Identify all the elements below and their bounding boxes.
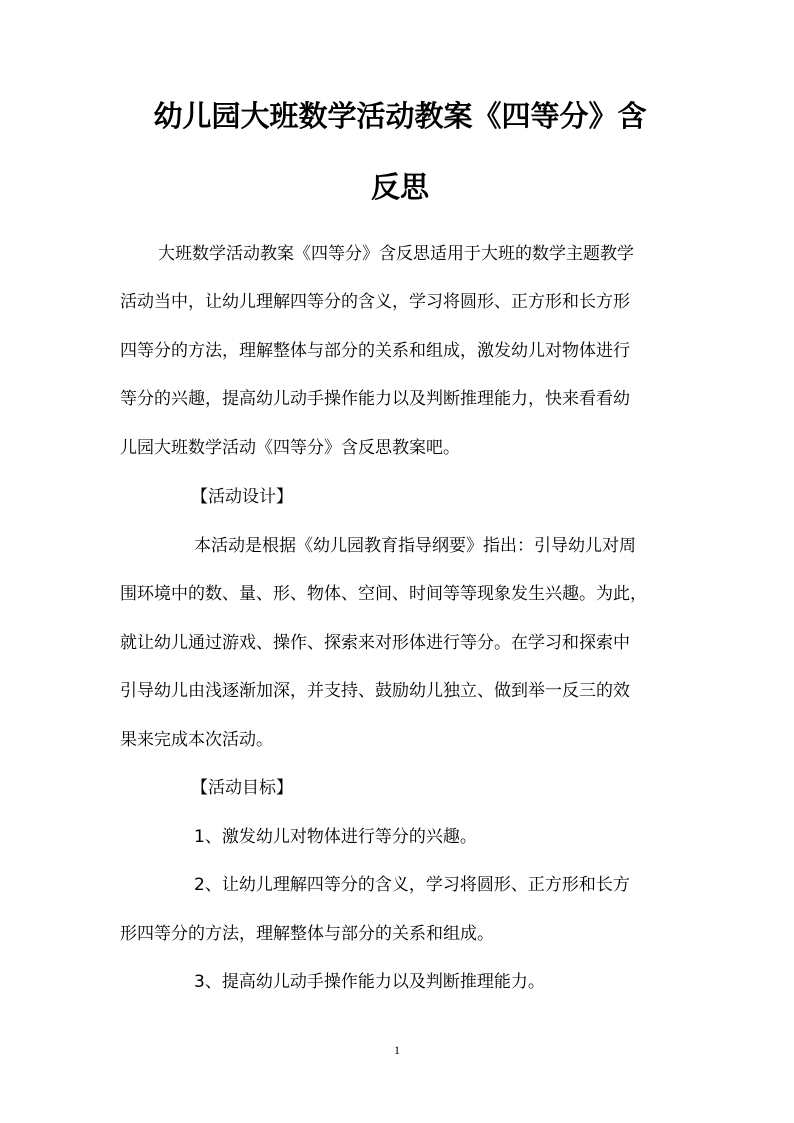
design-line-1: 本活动是根据《幼儿园教育指导纲要》指出：引导幼儿对周	[194, 536, 636, 556]
section-heading-design: 【活动设计】	[191, 487, 293, 507]
goal-1: 1、激发幼儿对物体进行等分的兴趣。	[194, 827, 477, 847]
intro-line-3: 四等分的方法，理解整体与部分的关系和组成，激发幼儿对物体进行	[120, 341, 630, 361]
goal-3: 3、提高幼儿动手操作能力以及判断推理能力。	[194, 972, 545, 992]
goal-2-line-1: 2、让幼儿理解四等分的含义，学习将圆形、正方形和长方	[194, 875, 630, 895]
title-line-1: 幼儿园大班数学活动教案《四等分》含	[153, 99, 647, 133]
design-line-5: 果来完成本次活动。	[120, 730, 273, 750]
intro-line-1: 大班数学活动教案《四等分》含反思适用于大班的数学主题教学	[158, 244, 634, 264]
intro-line-2: 活动当中，让幼儿理解四等分的含义，学习将圆形、正方形和长方形	[120, 292, 630, 312]
intro-line-4: 等分的兴趣，提高幼儿动手操作能力以及判断推理能力，快来看看幼	[120, 389, 630, 409]
title-line-2: 反思	[370, 170, 429, 204]
goal-2-line-2: 形四等分的方法，理解整体与部分的关系和组成。	[120, 924, 494, 944]
design-line-3: 就让幼儿通过游戏、操作、探索来对形体进行等分。在学习和探索中	[120, 633, 630, 653]
design-line-4: 引导幼儿由浅逐渐加深，并支持、鼓励幼儿独立、做到举一反三的效	[120, 681, 630, 701]
intro-line-5: 儿园大班数学活动《四等分》含反思教案吧。	[120, 438, 460, 458]
page-number: 1	[394, 1043, 400, 1057]
section-heading-goals: 【活动目标】	[191, 778, 293, 798]
design-line-2: 围环境中的数、量、形、物体、空间、时间等等现象发生兴趣。为此，	[120, 584, 647, 604]
